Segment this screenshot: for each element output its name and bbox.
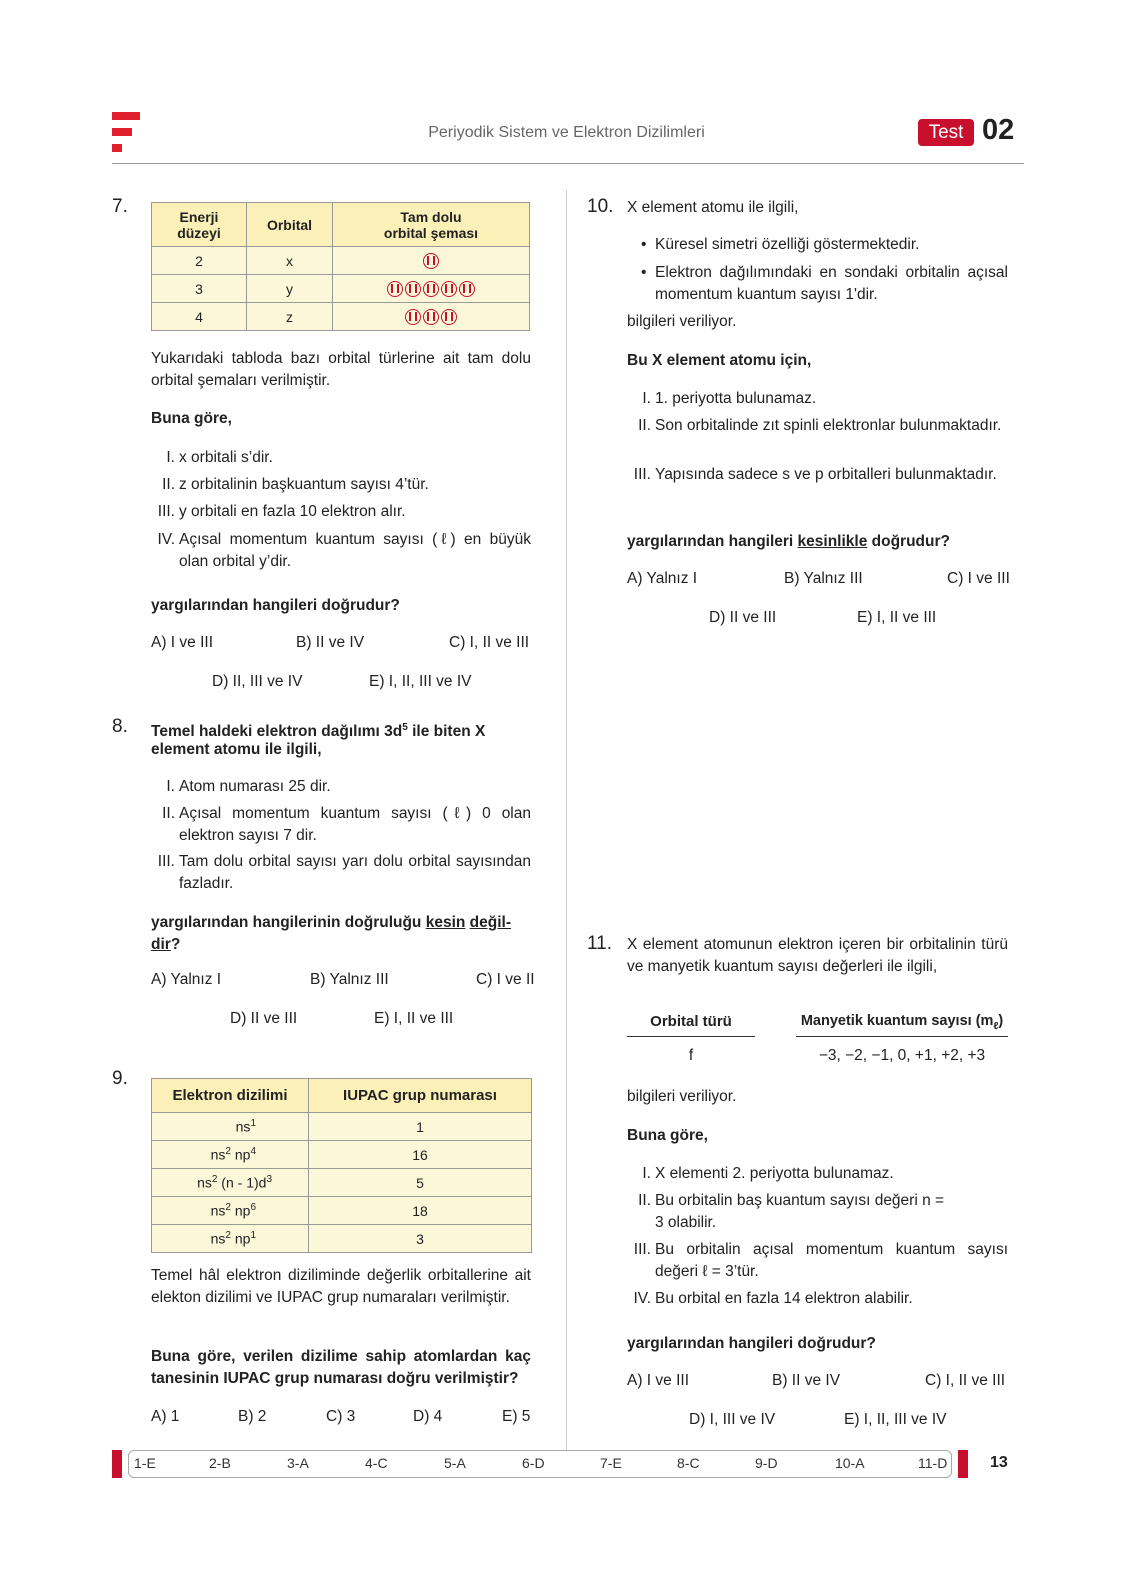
table-cell: 1 — [309, 1113, 532, 1141]
statement-item: II. Açısal momentum kuantum sayısı (ℓ) 0 olan elektron sayısı 7 dir. — [162, 805, 531, 844]
option-e[interactable]: E) I, II ve III — [857, 609, 937, 626]
statement-item: IV. Açısal momentum kuantum sayısı (ℓ) en büyük olan orbital y’dir. — [157, 531, 531, 570]
page-number: 13 — [990, 1454, 1008, 1471]
option-a[interactable]: A) I ve III — [151, 634, 214, 651]
statement-item: III. Tam dolu orbital sayısı yarı dolu orbital sayısından fazladır. — [157, 853, 531, 892]
table-header-cell: Enerji düzeyi — [152, 203, 247, 247]
table-header-magnetic: Manyetik kuantum sayısı $(m_\ell)$ — [800, 1013, 1004, 1032]
option-c[interactable]: C) I, II ve III — [925, 1372, 1006, 1389]
page-header-title: Periyodik Sistem ve Elektron Dizilimleri — [428, 124, 705, 141]
answer-key-item: 9-D — [755, 1455, 778, 1471]
orbital-diagram — [333, 247, 530, 275]
answer-key-item: 11-D — [918, 1455, 948, 1471]
question-stem: Temel hâl elektron diziliminde değerlik orbitallerine ait elekton dizilimi ve IUPAC grup numaraları verilmiştir. — [151, 1267, 531, 1306]
table-header-cell: Tam dolu orbital şeması — [333, 203, 530, 247]
orbital-diagram — [333, 303, 530, 331]
option-b[interactable]: B) II ve IV — [296, 634, 365, 651]
option-a[interactable]: A) I ve III — [627, 1372, 690, 1389]
question-stem-2: element atomu ile ilgili, — [151, 741, 322, 758]
question-stem: Temel haldeki elektron dağılımı $3d^5$ ile biten X — [151, 722, 486, 741]
question-prompt: yargılarından hangileri doğrudur? — [627, 1335, 876, 1352]
answer-key-item: 1-E — [134, 1455, 156, 1471]
test-number: 02 — [982, 114, 1015, 146]
answer-key-item: 5-A — [444, 1455, 466, 1471]
header-underline — [796, 1036, 1008, 1037]
option-e[interactable]: E) I, II ve III — [374, 1010, 454, 1027]
answer-key-item: 3-A — [287, 1455, 309, 1471]
question-prompt: yargılarından hangilerinin doğruluğu kesin değil- dir? — [151, 914, 512, 953]
table-cell: 2 — [152, 247, 247, 275]
answer-key-item: 7-E — [600, 1455, 622, 1471]
question-number: 8. — [112, 716, 128, 737]
table-cell: 16 — [309, 1141, 532, 1169]
table-cell: y — [247, 275, 333, 303]
statement-item: III. Bu orbitalin açısal momentum kuantum sayısı değeri ℓ = 3’tür. — [633, 1241, 1008, 1280]
table-cell: 5 — [309, 1169, 532, 1197]
question-number: 9. — [112, 1068, 128, 1089]
question-prompt: Buna göre, verilen dizilime sahip atomlardan kaç tanesinin IUPAC grup numarası doğru verilmiştir? — [151, 1348, 531, 1387]
option-c[interactable]: C) I, II ve III — [449, 634, 530, 651]
table-header-orbital-type: Orbital türü — [650, 1013, 732, 1030]
iupac-table — [151, 1078, 532, 1253]
option-c[interactable]: C) I ve III — [947, 570, 1010, 587]
answer-key-item: 8-C — [677, 1455, 700, 1471]
header-divider — [112, 163, 1024, 164]
table-cell: $ns^2$ $np^1$ — [152, 1225, 309, 1253]
answer-key-item: 6-D — [522, 1455, 545, 1471]
option-c[interactable]: C) 3 — [326, 1408, 356, 1425]
filled-orbital-icon — [441, 281, 457, 297]
header-underline — [627, 1036, 755, 1037]
table-cell: $ns^2$ $np^4$ — [152, 1141, 309, 1169]
magnetic-values: −3, −2, −1, 0, +1, +2, +3 — [818, 1047, 986, 1064]
table-cell: $ns^1$ — [152, 1113, 309, 1141]
answer-key-item: 2-B — [209, 1455, 231, 1471]
option-b[interactable]: B) 2 — [238, 1408, 267, 1425]
filled-orbital-icon — [423, 281, 439, 297]
table-cell: 3 — [152, 275, 247, 303]
table-header-cell: IUPAC grup numarası — [309, 1079, 532, 1113]
table-header-cell: Orbital — [247, 203, 333, 247]
option-b[interactable]: B) II ve IV — [772, 1372, 841, 1389]
table-cell: 4 — [152, 303, 247, 331]
question-lead: Buna göre, — [627, 1127, 708, 1144]
option-e[interactable]: E) 5 — [502, 1408, 531, 1425]
table-cell: $ns^2$ $(n - 1)d^3$ — [152, 1169, 309, 1197]
answer-key-item: 10-A — [835, 1455, 865, 1471]
question-stem: X element atomu ile ilgili, — [627, 199, 799, 216]
option-e[interactable]: E) I, II, III ve IV — [369, 673, 472, 690]
footer-accent-left — [112, 1450, 122, 1478]
option-d[interactable]: D) II, III ve IV — [212, 673, 303, 690]
question-lead: Bu X element atomu için, — [627, 352, 812, 369]
question-stem: X element atomunun elektron içeren bir orbitalinin türü ve manyetik kuantum sayısı değerleri ile ilgili, — [627, 936, 1008, 975]
column-divider — [566, 190, 567, 1450]
table-cell: 3 — [309, 1225, 532, 1253]
option-c[interactable]: C) I ve II — [476, 971, 535, 988]
option-a[interactable]: A) Yalnız I — [627, 570, 698, 587]
table-cell: z — [247, 303, 333, 331]
filled-orbital-icon — [405, 281, 421, 297]
question-prompt: yargılarından hangileri kesinlikle doğrudur? — [627, 533, 950, 550]
orbital-table — [151, 202, 530, 331]
option-b[interactable]: B) Yalnız III — [310, 971, 389, 988]
option-a[interactable]: A) 1 — [151, 1408, 180, 1425]
option-a[interactable]: A) Yalnız I — [151, 971, 222, 988]
filled-orbital-icon — [441, 309, 457, 325]
table-cell: $ns^2$ $np^6$ — [152, 1197, 309, 1225]
option-d[interactable]: D) I, III ve IV — [689, 1411, 776, 1428]
option-d[interactable]: D) II ve III — [230, 1010, 298, 1027]
question-info: bilgileri veriliyor. — [627, 313, 737, 330]
filled-orbital-icon — [423, 253, 439, 269]
option-e[interactable]: E) I, II, III ve IV — [844, 1411, 947, 1428]
question-info: bilgileri veriliyor. — [627, 1088, 737, 1105]
question-lead: Buna göre, — [151, 410, 232, 427]
option-d[interactable]: D) 4 — [413, 1408, 443, 1425]
table-cell: 18 — [309, 1197, 532, 1225]
answer-key-item: 4-C — [365, 1455, 388, 1471]
table-cell: x — [247, 247, 333, 275]
filled-orbital-icon — [405, 309, 421, 325]
statement-item: II. Bu orbitalin baş kuantum sayısı değeri n = 3 olabilir. — [638, 1192, 945, 1231]
question-stem: Yukarıdaki tabloda bazı orbital türlerine ait tam dolu orbital şemaları verilmiştir. — [151, 350, 531, 389]
footer-accent-right — [958, 1450, 968, 1478]
table-header-cell: Elektron dizilimi — [152, 1079, 309, 1113]
question-number: 7. — [112, 196, 128, 217]
question-prompt: yargılarından hangileri doğrudur? — [151, 597, 400, 614]
question-number: 11. — [587, 933, 613, 954]
filled-orbital-icon — [423, 309, 439, 325]
orbital-diagram — [333, 275, 530, 303]
bullet-item: • Elektron dağılımındaki en sondaki orbitalin açısal momentum kuantum sayısı 1'dir. — [641, 264, 1008, 303]
filled-orbital-icon — [459, 281, 475, 297]
question-number: 10. — [587, 196, 614, 217]
statement-item: II. Son orbitalinde zıt spinli elektronlar bulunmaktadır. — [638, 417, 1002, 434]
filled-orbital-icon — [387, 281, 403, 297]
test-badge: Test — [918, 119, 974, 146]
orbital-type-value: f — [688, 1047, 694, 1064]
option-d[interactable]: D) II ve III — [709, 609, 777, 626]
option-b[interactable]: B) Yalnız III — [784, 570, 863, 587]
statement-item: III. Yapısında sadece s ve p orbitalleri bulunmaktadır. — [633, 466, 997, 483]
